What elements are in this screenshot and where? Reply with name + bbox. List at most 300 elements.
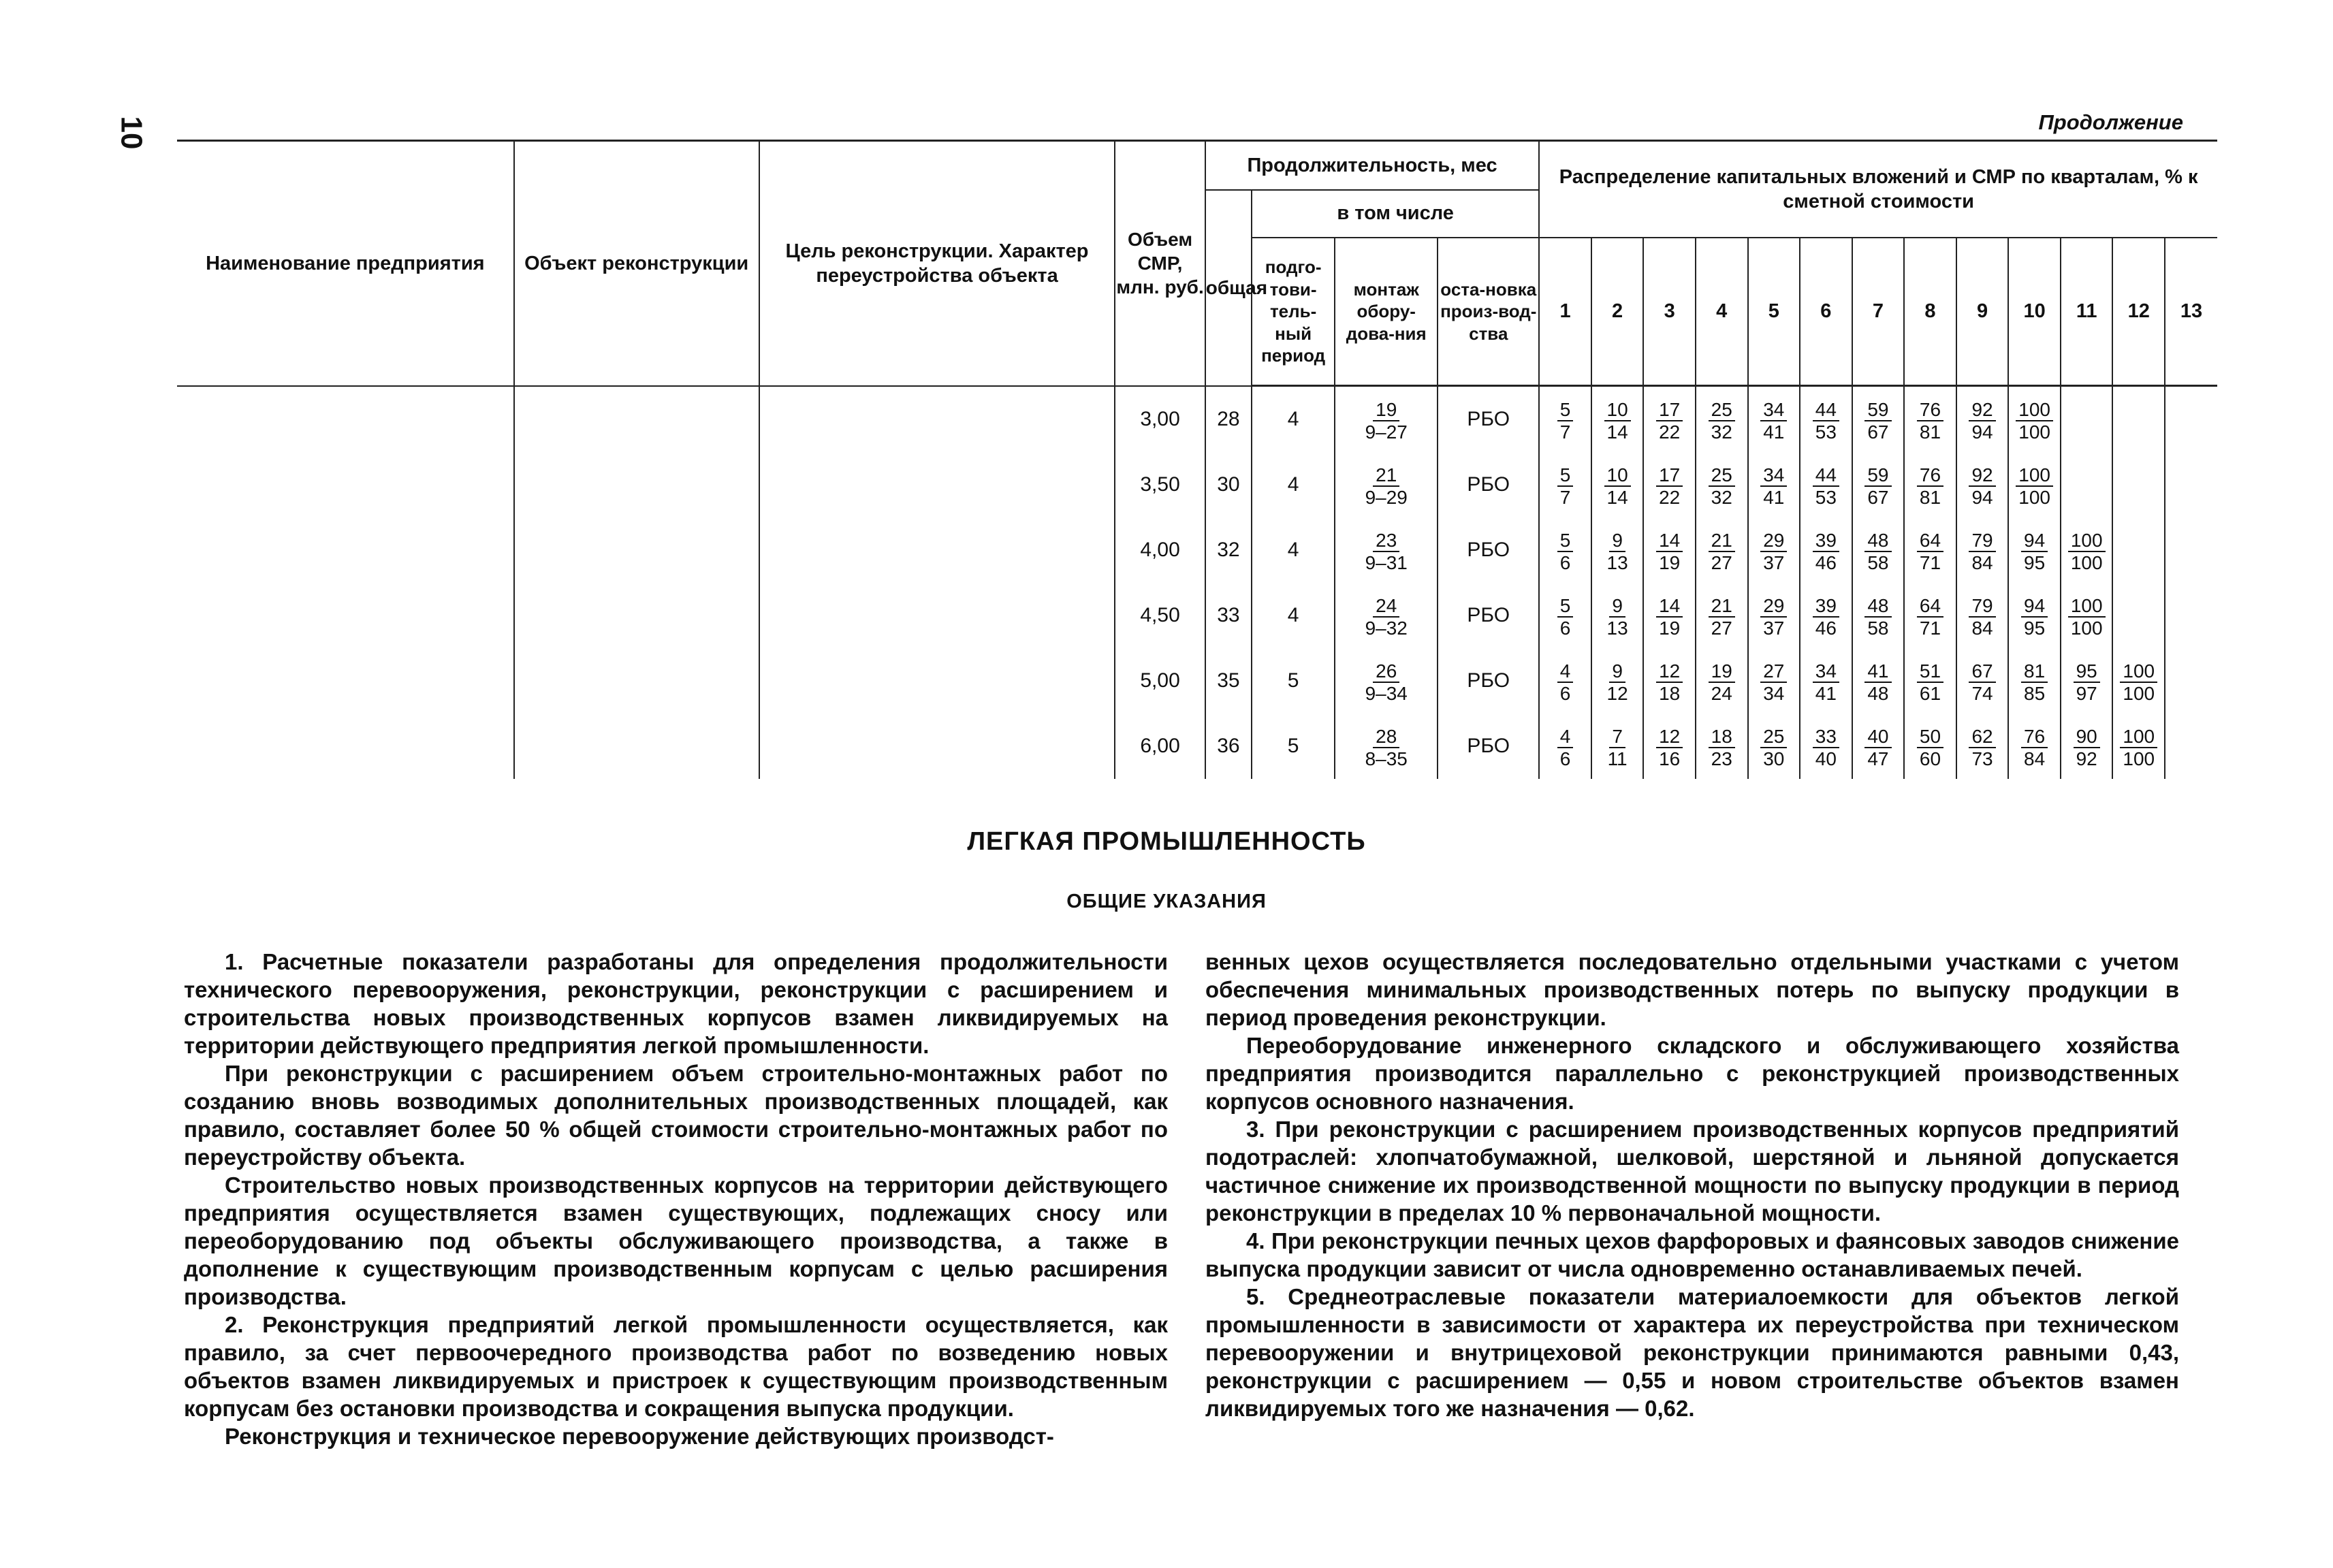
fraction-denominator: 14 <box>1606 487 1628 508</box>
cell-quarter <box>1852 714 1905 779</box>
fraction-numerator: 5 <box>1557 530 1574 552</box>
fraction-numerator: 25 <box>1709 465 1735 487</box>
cell-quarter <box>1800 583 1852 648</box>
fraction-numerator: 9 <box>1609 530 1625 552</box>
cell-quarter <box>2112 452 2165 517</box>
fraction-denominator: 6 <box>1559 683 1571 704</box>
header-prep: подго-тови-тель-ный период <box>1252 238 1335 386</box>
fraction-denominator: 84 <box>2024 748 2046 769</box>
fraction-numerator: 9 <box>1609 661 1625 683</box>
fraction-numerator: 92 <box>1969 400 1995 421</box>
fraction-denominator: 97 <box>2076 683 2097 704</box>
fraction-denominator: 14 <box>1606 421 1628 443</box>
quarter-fraction <box>1557 726 1574 769</box>
fraction-denominator: 92 <box>2076 748 2097 769</box>
fraction-denominator: 19 <box>1659 552 1681 573</box>
fraction-numerator: 14 <box>1656 596 1683 618</box>
paragraph: 2. Реконструкция предприятий легкой промышленности осуществляется, как правило, за счет первоочередного производства работ по возведению новых объектов взамен ликвидируемых и пристроек к существующим производственным корпусам без остановки производства и сокращения выпуска продукции. <box>184 1312 1168 1421</box>
quarter-fraction <box>1969 726 1995 769</box>
cell-quarter <box>1748 386 1800 453</box>
fraction-numerator: 64 <box>1917 530 1943 552</box>
fraction-denominator: 18 <box>1659 683 1681 704</box>
fraction-numerator: 44 <box>1813 400 1839 421</box>
paragraph: При реконструкции с расширением объем строительно-монтажных работ по созданию вновь возводимых дополнительных производственных площадей, как правило, составляет более 50 % общей стоимости строительно-монтажных работ по переустройству объекта. <box>184 1061 1168 1170</box>
fraction-denominator: 22 <box>1659 421 1681 443</box>
cell-quarter <box>1956 714 2009 779</box>
fraction-denominator: 47 <box>1867 748 1889 769</box>
fraction-numerator: 4 <box>1557 661 1574 683</box>
cell-quarter <box>2008 648 2061 714</box>
fraction-denominator: 24 <box>1711 683 1732 704</box>
fraction-numerator: 21 <box>1373 465 1399 487</box>
install-fraction <box>1363 661 1410 704</box>
fraction-numerator: 29 <box>1760 596 1787 618</box>
fraction-numerator: 67 <box>1969 661 1995 683</box>
fraction-numerator: 100 <box>2120 726 2157 748</box>
cell-quarter <box>1800 452 1852 517</box>
cell-total: 35 <box>1205 648 1252 714</box>
fraction-denominator: 100 <box>2018 487 2050 508</box>
install-fraction <box>1363 465 1410 508</box>
cell-quarter <box>1696 517 1748 583</box>
fraction-denominator: 67 <box>1867 421 1889 443</box>
cell-quarter <box>2008 452 2061 517</box>
fraction-numerator: 14 <box>1656 530 1683 552</box>
cell-install <box>1335 517 1438 583</box>
fraction-denominator: 22 <box>1659 487 1681 508</box>
quarter-fraction <box>1656 400 1683 443</box>
cell-prep: 4 <box>1252 517 1335 583</box>
fraction-numerator: 79 <box>1969 530 1995 552</box>
quarter-fraction <box>1760 661 1787 704</box>
cell-quarter <box>1800 386 1852 453</box>
cell-prep: 4 <box>1252 386 1335 453</box>
fraction-denominator: 81 <box>1919 487 1941 508</box>
cell-volume: 5,00 <box>1115 648 1205 714</box>
cell-quarter <box>1800 714 1852 779</box>
fraction-numerator: 28 <box>1373 726 1399 748</box>
quarter-fraction <box>1557 400 1574 443</box>
cell-quarter <box>2008 386 2061 453</box>
fraction-denominator: 94 <box>1971 421 1993 443</box>
table-body <box>177 386 2217 780</box>
fraction-denominator: 71 <box>1919 552 1941 573</box>
cell-quarter <box>1591 583 1644 648</box>
cell-enterprise <box>177 583 514 648</box>
fraction-numerator: 76 <box>1917 400 1943 421</box>
cell-quarter <box>1696 452 1748 517</box>
cell-prep: 4 <box>1252 583 1335 648</box>
quarter-fraction <box>1656 465 1683 508</box>
paragraph: 4. При реконструкции печных цехов фарфоровых и фаянсовых заводов снижение выпуска продукции зависит от числа одновременно останавливаемых печей. <box>1205 1228 2179 1281</box>
cell-enterprise <box>177 517 514 583</box>
fraction-numerator: 64 <box>1917 596 1943 618</box>
fraction-denominator: 95 <box>2024 618 2046 639</box>
data-table <box>177 140 2217 779</box>
fraction-denominator: 58 <box>1867 618 1889 639</box>
quarter-fraction <box>1917 530 1943 573</box>
fraction-numerator: 19 <box>1373 400 1399 421</box>
quarter-fraction <box>1864 530 1891 573</box>
fraction-numerator: 4 <box>1557 726 1574 748</box>
table-row <box>177 714 2217 779</box>
quarter-fraction <box>2021 596 2048 639</box>
cell-quarter <box>2061 452 2113 517</box>
fraction-denominator: 23 <box>1711 748 1732 769</box>
cell-quarter <box>2061 714 2113 779</box>
cell-quarter <box>2008 583 2061 648</box>
header-quarter: 10 <box>2008 238 2061 386</box>
fraction-numerator: 17 <box>1656 465 1683 487</box>
fraction-denominator: 40 <box>1815 748 1837 769</box>
quarter-fraction <box>2068 530 2106 573</box>
cell-volume: 4,50 <box>1115 583 1205 648</box>
fraction-denominator: 85 <box>2024 683 2046 704</box>
paragraph: 1. Расчетные показатели разработаны для определения продолжительности технического перевооружения, реконструкции, реконструкции с расширением и строительства новых производственных корпусов взамен ликвидируемых на территории действующего предприятия легкой промышленности. <box>184 949 1168 1058</box>
fraction-denominator: 9–29 <box>1365 487 1408 508</box>
quarter-fraction <box>1656 530 1683 573</box>
header-volume: Объем СМР, млн. руб. <box>1115 141 1205 386</box>
quarter-fraction <box>1969 465 1995 508</box>
cell-quarter <box>1643 714 1696 779</box>
cell-object <box>514 386 759 453</box>
cell-quarter <box>2008 714 2061 779</box>
quarter-fraction <box>1917 661 1943 704</box>
fraction-numerator: 33 <box>1813 726 1839 748</box>
cell-quarter <box>1643 452 1696 517</box>
cell-volume: 4,00 <box>1115 517 1205 583</box>
cell-quarter <box>1748 648 1800 714</box>
cell-quarter <box>1852 452 1905 517</box>
quarter-fraction <box>1760 530 1787 573</box>
quarter-fraction <box>1969 596 1995 639</box>
header-object: Объект реконструкции <box>514 141 759 386</box>
fraction-numerator: 92 <box>1969 465 1995 487</box>
fraction-denominator: 81 <box>1919 421 1941 443</box>
install-fraction <box>1363 400 1410 443</box>
cell-object <box>514 583 759 648</box>
cell-quarter <box>1539 714 1591 779</box>
fraction-numerator: 95 <box>2074 661 2100 683</box>
fraction-denominator: 41 <box>1763 421 1785 443</box>
quarter-fraction <box>1813 530 1839 573</box>
quarter-fraction <box>1917 465 1943 508</box>
section-subtitle: ОБЩИЕ УКАЗАНИЯ <box>1066 891 1267 912</box>
cell-quarter <box>1852 583 1905 648</box>
fraction-numerator: 59 <box>1864 465 1891 487</box>
fraction-numerator: 44 <box>1813 465 1839 487</box>
quarter-fraction <box>1864 726 1891 769</box>
fraction-denominator: 27 <box>1711 552 1732 573</box>
fraction-numerator: 26 <box>1373 661 1399 683</box>
fraction-numerator: 51 <box>1917 661 1943 683</box>
cell-prep: 4 <box>1252 452 1335 517</box>
quarter-fraction <box>2120 661 2157 704</box>
header-enterprise: Наименование предприятия <box>177 141 514 386</box>
quarter-fraction <box>2021 530 2048 573</box>
paragraph: Строительство новых производственных корпусов на территории действующего предприятия осуществляется взамен существующих, подлежащих сносу или переоборудованию под объекты обслуживающего производства, а также в дополнение к существующим производственным корпусам с целью расширения производства. <box>184 1172 1168 1309</box>
cell-quarter <box>2061 517 2113 583</box>
header-goal: Цель реконструкции. Характер переустройства объекта <box>759 141 1115 386</box>
cell-quarter <box>1539 517 1591 583</box>
fraction-denominator: 94 <box>1971 487 1993 508</box>
fraction-denominator: 100 <box>2018 421 2050 443</box>
text-column-left <box>184 948 1168 1450</box>
cell-total: 36 <box>1205 714 1252 779</box>
fraction-denominator: 9–27 <box>1365 421 1408 443</box>
fraction-denominator: 13 <box>1606 552 1628 573</box>
fraction-numerator: 100 <box>2120 661 2157 683</box>
fraction-numerator: 23 <box>1373 530 1399 552</box>
install-fraction <box>1363 596 1410 639</box>
quarter-fraction <box>1760 726 1787 769</box>
cell-stop: РБО <box>1438 517 1539 583</box>
cell-quarter <box>2165 386 2217 453</box>
page-number: 10 <box>114 116 148 150</box>
fraction-numerator: 40 <box>1864 726 1891 748</box>
fraction-denominator: 9–31 <box>1365 552 1408 573</box>
fraction-denominator: 61 <box>1919 683 1941 704</box>
quarter-fraction <box>1813 726 1839 769</box>
cell-enterprise <box>177 714 514 779</box>
quarter-fraction <box>1917 596 1943 639</box>
fraction-denominator: 7 <box>1559 421 1571 443</box>
fraction-denominator: 27 <box>1711 618 1732 639</box>
fraction-numerator: 76 <box>1917 465 1943 487</box>
fraction-numerator: 62 <box>1969 726 1995 748</box>
cell-stop: РБО <box>1438 648 1539 714</box>
cell-quarter <box>1956 452 2009 517</box>
paragraph: Переоборудование инженерного складского и обслуживающего хозяйства предприятия производится параллельно с реконструкцией производственных корпусов основного назначения. <box>1205 1033 2179 1114</box>
section-title: ЛЕГКАЯ ПРОМЫШЛЕННОСТЬ <box>967 827 1366 856</box>
cell-stop: РБО <box>1438 452 1539 517</box>
quarter-fraction <box>2074 661 2100 704</box>
cell-quarter <box>2112 648 2165 714</box>
quarter-fraction <box>1656 726 1683 769</box>
quarter-fraction <box>1864 661 1891 704</box>
fraction-numerator: 100 <box>2068 530 2106 552</box>
fraction-denominator: 37 <box>1763 618 1785 639</box>
cell-install <box>1335 648 1438 714</box>
fraction-numerator: 34 <box>1760 400 1787 421</box>
fraction-denominator: 32 <box>1711 487 1732 508</box>
fraction-denominator: 34 <box>1763 683 1785 704</box>
fraction-numerator: 100 <box>2068 596 2106 618</box>
fraction-denominator: 41 <box>1815 683 1837 704</box>
header-quarter: 6 <box>1800 238 1852 386</box>
header-quarter: 5 <box>1748 238 1800 386</box>
fraction-numerator: 48 <box>1864 596 1891 618</box>
fraction-numerator: 100 <box>2016 400 2053 421</box>
fraction-denominator: 32 <box>1711 421 1732 443</box>
cell-quarter <box>2165 452 2217 517</box>
fraction-denominator: 100 <box>2070 618 2103 639</box>
quarter-fraction <box>1557 465 1574 508</box>
cell-quarter <box>1696 583 1748 648</box>
cell-quarter <box>1591 648 1644 714</box>
fraction-denominator: 60 <box>1919 748 1941 769</box>
header-duration: Продолжительность, мес <box>1205 141 1539 190</box>
cell-total: 28 <box>1205 386 1252 453</box>
quarter-fraction <box>1604 400 1631 443</box>
header-distribution: Распределение капитальных вложений и СМР по кварталам, % к сметной стоимости <box>1539 141 2217 238</box>
fraction-numerator: 12 <box>1656 726 1683 748</box>
cell-quarter <box>1643 583 1696 648</box>
quarter-fraction <box>1709 465 1735 508</box>
quarter-fraction <box>1864 400 1891 443</box>
cell-goal <box>759 386 1115 453</box>
cell-quarter <box>2165 648 2217 714</box>
header-quarter: 7 <box>1852 238 1905 386</box>
fraction-numerator: 9 <box>1609 596 1625 618</box>
fraction-numerator: 7 <box>1609 726 1625 748</box>
paragraph: 5. Среднеотраслевые показатели материалоемкости для объектов легкой промышленности в зависимости от характера их переустройства при техническом перевооружении и внутрицеховой реконструкции принимаются равными 0,43, реконструкции с расширением — 0,55 и новом строительстве объектов взамен ликвидируемых того же назначения — 0,62. <box>1205 1284 2179 1421</box>
fraction-numerator: 34 <box>1760 465 1787 487</box>
fraction-denominator: 30 <box>1763 748 1785 769</box>
cell-quarter <box>1748 583 1800 648</box>
quarter-fraction <box>1813 661 1839 704</box>
cell-quarter <box>1904 517 1956 583</box>
cell-prep: 5 <box>1252 648 1335 714</box>
fraction-denominator: 16 <box>1659 748 1681 769</box>
quarter-fraction <box>1604 661 1631 704</box>
quarter-fraction <box>1969 661 1995 704</box>
cell-quarter <box>1852 517 1905 583</box>
fraction-numerator: 94 <box>2021 530 2048 552</box>
cell-quarter <box>1748 517 1800 583</box>
header-quarter: 12 <box>2112 238 2165 386</box>
cell-install <box>1335 386 1438 453</box>
quarter-fraction <box>1709 726 1735 769</box>
fraction-numerator: 41 <box>1864 661 1891 683</box>
fraction-denominator: 41 <box>1763 487 1785 508</box>
fraction-denominator: 37 <box>1763 552 1785 573</box>
cell-object <box>514 517 759 583</box>
cell-quarter <box>2112 714 2165 779</box>
quarter-fraction <box>1760 465 1787 508</box>
cell-object <box>514 714 759 779</box>
fraction-denominator: 58 <box>1867 552 1889 573</box>
quarter-fraction <box>2068 596 2106 639</box>
fraction-denominator: 12 <box>1606 683 1628 704</box>
cell-quarter <box>1696 386 1748 453</box>
fraction-denominator: 46 <box>1815 552 1837 573</box>
cell-enterprise <box>177 648 514 714</box>
quarter-fraction <box>1760 596 1787 639</box>
fraction-denominator: 53 <box>1815 421 1837 443</box>
table-row <box>177 386 2217 453</box>
quarter-fraction <box>1656 661 1683 704</box>
cell-quarter <box>1904 386 1956 453</box>
table-row <box>177 583 2217 648</box>
fraction-denominator: 95 <box>2024 552 2046 573</box>
cell-quarter <box>1956 583 2009 648</box>
continuation-label: Продолжение <box>2038 110 2183 134</box>
fraction-numerator: 24 <box>1373 596 1399 618</box>
cell-quarter <box>1591 517 1644 583</box>
fraction-numerator: 5 <box>1557 400 1574 421</box>
fraction-denominator: 67 <box>1867 487 1889 508</box>
fraction-numerator: 19 <box>1709 661 1735 683</box>
cell-quarter <box>1904 714 1956 779</box>
cell-quarter <box>1539 386 1591 453</box>
cell-object <box>514 648 759 714</box>
fraction-numerator: 59 <box>1864 400 1891 421</box>
fraction-denominator: 46 <box>1815 618 1837 639</box>
cell-quarter <box>1852 648 1905 714</box>
paragraph: Реконструкция и техническое перевооружение действующих производст- <box>225 1424 1054 1449</box>
quarter-fraction <box>1557 530 1574 573</box>
quarter-fraction <box>1709 596 1735 639</box>
fraction-numerator: 5 <box>1557 596 1574 618</box>
quarter-fraction <box>1813 400 1839 443</box>
fraction-denominator: 100 <box>2123 748 2155 769</box>
cell-quarter <box>1904 648 1956 714</box>
fraction-denominator: 100 <box>2123 683 2155 704</box>
quarter-fraction <box>1604 530 1631 573</box>
cell-install <box>1335 714 1438 779</box>
cell-quarter <box>2112 517 2165 583</box>
text-column-right <box>1205 948 2179 1422</box>
fraction-numerator: 25 <box>1760 726 1787 748</box>
fraction-denominator: 53 <box>1815 487 1837 508</box>
fraction-denominator: 13 <box>1606 618 1628 639</box>
quarter-fraction <box>1605 726 1630 769</box>
cell-quarter <box>2061 583 2113 648</box>
cell-quarter <box>1696 714 1748 779</box>
fraction-denominator: 9–34 <box>1365 683 1408 704</box>
fraction-numerator: 94 <box>2021 596 2048 618</box>
header-quarter: 8 <box>1904 238 1956 386</box>
fraction-denominator: 6 <box>1559 552 1571 573</box>
cell-stop: РБО <box>1438 386 1539 453</box>
quarter-fraction <box>1604 596 1631 639</box>
header-quarter: 13 <box>2165 238 2217 386</box>
cell-quarter <box>2112 386 2165 453</box>
cell-total: 32 <box>1205 517 1252 583</box>
paragraph: венных цехов осуществляется последовательно отдельными участками с учетом обеспечения минимальных производственных потерь по выпуску продукции в период проведения реконструкции. <box>1205 949 2179 1030</box>
header-total: общая <box>1205 190 1252 386</box>
fraction-numerator: 18 <box>1709 726 1735 748</box>
fraction-numerator: 10 <box>1604 465 1631 487</box>
fraction-numerator: 10 <box>1604 400 1631 421</box>
cell-prep: 5 <box>1252 714 1335 779</box>
cell-quarter <box>1539 648 1591 714</box>
cell-quarter <box>2165 714 2217 779</box>
cell-install <box>1335 452 1438 517</box>
fraction-denominator: 84 <box>1971 552 1993 573</box>
quarter-fraction <box>1557 661 1574 704</box>
install-fraction <box>1363 726 1410 769</box>
quarter-fraction <box>1813 596 1839 639</box>
fraction-denominator: 71 <box>1919 618 1941 639</box>
header-quarter: 1 <box>1539 238 1591 386</box>
cell-quarter <box>2061 648 2113 714</box>
cell-quarter <box>1748 714 1800 779</box>
fraction-denominator: 48 <box>1867 683 1889 704</box>
table-row <box>177 452 2217 517</box>
cell-quarter <box>1539 452 1591 517</box>
cell-stop: РБО <box>1438 583 1539 648</box>
fraction-denominator: 11 <box>1607 748 1628 769</box>
fraction-denominator: 6 <box>1559 618 1571 639</box>
cell-quarter <box>2008 517 2061 583</box>
cell-volume: 3,00 <box>1115 386 1205 453</box>
quarter-fraction <box>1709 661 1735 704</box>
header-including: в том числе <box>1252 190 1539 238</box>
fraction-numerator: 12 <box>1656 661 1683 683</box>
fraction-denominator: 8–35 <box>1365 748 1408 769</box>
